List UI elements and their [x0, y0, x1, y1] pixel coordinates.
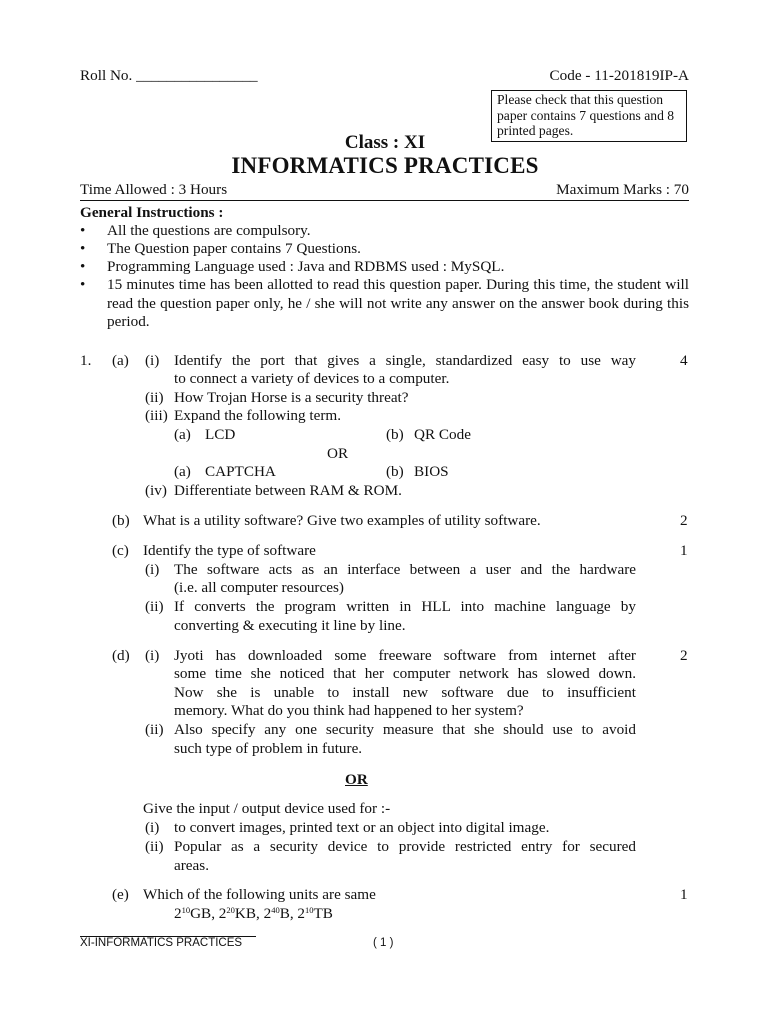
- marks: 2: [680, 647, 688, 664]
- unit-item: $2^{10}GB$: [174, 905, 212, 922]
- question-text: some time she noticed that her computer network has slowed down.: [174, 665, 636, 682]
- part-label: (c): [112, 542, 129, 559]
- instruction-item: All the questions are compulsory.: [107, 222, 311, 239]
- max-marks: Maximum Marks : 70: [556, 181, 689, 198]
- unit-list: $2^{10}GB$, $2^{20}KB$, $2^{40}B$, $2^{10}TB$: [174, 905, 333, 922]
- class-label: Class : XI: [344, 132, 426, 153]
- sub-label: (ii): [145, 598, 164, 615]
- instruction-item: 15 minutes time has been allotted to read this question paper. During this time, the student will read the question paper only, he / she will not write any answer on the answer book during this period.: [107, 276, 689, 330]
- bullet-icon: •: [80, 222, 86, 239]
- option-text: BIOS: [414, 463, 449, 480]
- subject-title: INFORMATICS PRACTICES: [231, 153, 539, 178]
- roll-no-field: [80, 67, 258, 86]
- page-number: ( 1 ): [373, 937, 394, 949]
- bullet-icon: •: [80, 240, 86, 257]
- question-text: memory. What do you think had happened to her system?: [174, 702, 524, 719]
- question-text: Which of the following units are same: [143, 886, 376, 903]
- notice-box: Please check that this question paper contains 7 questions and 8 printed pages.: [491, 90, 687, 142]
- or-separator: OR: [327, 445, 349, 462]
- sub-label: (ii): [145, 389, 164, 406]
- instruction-item: Programming Language used : Java and RDBMS used : MySQL.: [107, 258, 505, 275]
- instruction-item: The Question paper contains 7 Questions.: [107, 240, 361, 257]
- question-text: Popular as a security device to provide restricted entry for secured: [174, 838, 636, 855]
- marks: 4: [680, 352, 688, 369]
- marks: 1: [680, 542, 688, 559]
- question-text: Jyoti has downloaded some freeware software from internet after: [174, 647, 636, 664]
- unit-item: $2^{10}TB$: [297, 905, 333, 922]
- sub-label: (i): [145, 647, 160, 664]
- option-text: QR Code: [414, 426, 471, 443]
- header-rule: [80, 200, 689, 201]
- question-text: Differentiate between RAM & ROM.: [174, 482, 402, 499]
- part-label: (d): [112, 647, 130, 664]
- question-number: 1.: [80, 352, 92, 369]
- sub-label: (i): [145, 352, 160, 369]
- roll-no-label: Roll No.: [80, 67, 133, 84]
- sub-label: (ii): [145, 838, 164, 855]
- question-text: The software acts as an interface between a user and the hardware: [174, 561, 636, 578]
- question-text: If converts the program written in HLL into machine language by: [174, 598, 636, 615]
- option-label: (a): [174, 426, 191, 443]
- option-label: (b): [386, 426, 404, 443]
- or-separator: OR: [345, 771, 368, 788]
- option-text: LCD: [205, 426, 236, 443]
- sub-label: (i): [145, 819, 160, 836]
- sub-label: (iii): [145, 407, 168, 424]
- part-label: (b): [112, 512, 130, 529]
- option-label: (a): [174, 463, 191, 480]
- question-text: (i.e. all computer resources): [174, 579, 344, 596]
- question-text: Identify the type of software: [143, 542, 316, 559]
- question-text: How Trojan Horse is a security threat?: [174, 389, 409, 406]
- unit-item: $2^{40}B$: [263, 905, 290, 922]
- sub-label: (iv): [145, 482, 167, 499]
- question-text: Now she is unable to install new software due to insufficient: [174, 684, 636, 701]
- option-label: (b): [386, 463, 404, 480]
- footer-subject: XI-INFORMATICS PRACTICES: [80, 937, 243, 949]
- question-text: Expand the following term.: [174, 407, 342, 424]
- marks: 2: [680, 512, 688, 529]
- sub-label: (ii): [145, 721, 164, 738]
- question-text: to convert images, printed text or an object into digital image.: [174, 819, 550, 836]
- bullet-icon: •: [80, 258, 86, 275]
- paper-code: Code - 11-201819IP-A: [549, 67, 689, 84]
- instructions-title: General Instructions :: [80, 204, 224, 221]
- question-text: to connect a variety of devices to a computer.: [174, 370, 450, 387]
- question-text: converting & executing it line by line.: [174, 617, 406, 634]
- part-label: (a): [112, 352, 129, 369]
- unit-item: $2^{20}KB$: [218, 905, 256, 922]
- question-text: Also specify any one security measure that she should use to avoid: [174, 721, 636, 738]
- time-allowed: Time Allowed : 3 Hours: [80, 181, 228, 198]
- sub-label: (i): [145, 561, 160, 578]
- question-text: such type of problem in future.: [174, 740, 363, 757]
- question-text: Give the input / output device used for :-: [143, 800, 391, 817]
- question-text: What is a utility software? Give two examples of utility software.: [143, 512, 541, 529]
- option-text: CAPTCHA: [205, 463, 276, 480]
- part-label: (e): [112, 886, 129, 903]
- question-text: Identify the port that gives a single, standardized easy to use way: [174, 352, 636, 369]
- question-text: areas.: [174, 857, 209, 874]
- roll-no-line: ________________: [136, 67, 258, 84]
- marks: 1: [680, 886, 688, 903]
- bullet-icon: •: [80, 276, 86, 293]
